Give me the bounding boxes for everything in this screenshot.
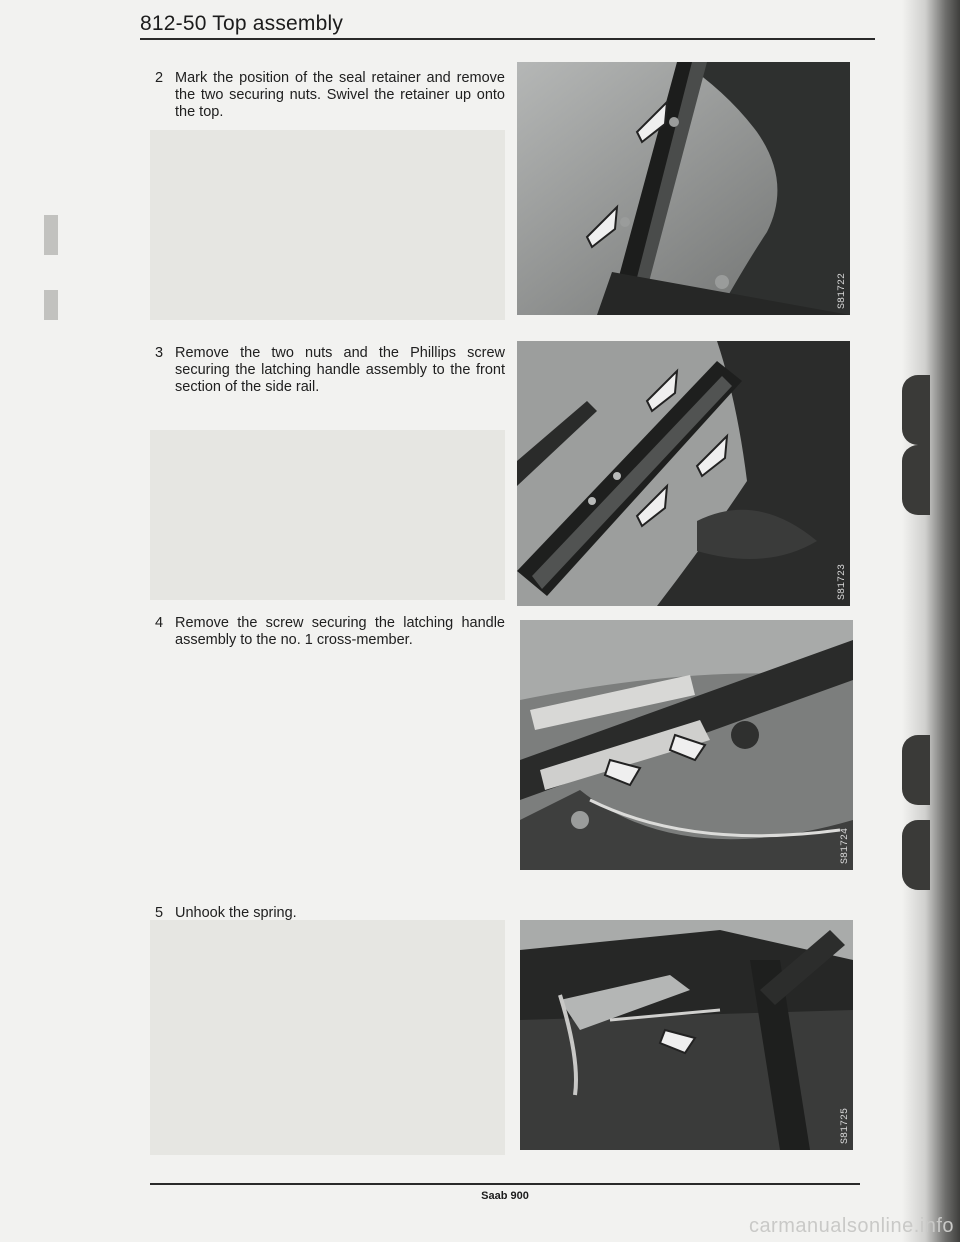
index-tab (902, 375, 930, 445)
page-binding-edge (902, 0, 960, 1242)
step-4 (155, 615, 505, 675)
bleed-through-area (150, 920, 505, 1155)
page-title: 812-50 Top assembly (140, 12, 344, 35)
photo-reference-code: S81722 (837, 272, 848, 309)
step-text: Remove the two nuts and the Phillips screw securing the latching handle assembly to the front section of the side rail. (175, 345, 505, 395)
photo-illustration (520, 920, 853, 1150)
photo-reference-code: S81725 (840, 1107, 851, 1144)
index-tab (902, 735, 930, 805)
footer-divider (150, 1183, 860, 1185)
step-number: 5 (155, 905, 164, 921)
step-text: Remove the screw securing the latching handle assembly to the no. 1 cross-member. (175, 615, 505, 648)
step-number: 4 (155, 615, 164, 631)
photo-seal-retainer (517, 62, 850, 315)
step-5 (155, 905, 505, 925)
bleed-through-area (150, 130, 505, 320)
page-edge-mark (44, 290, 58, 320)
bleed-through-area (150, 430, 505, 600)
photo-cross-member (520, 620, 853, 870)
page-edge-mark (44, 215, 58, 255)
photo-reference-code: S81724 (840, 827, 851, 864)
index-tab (902, 820, 930, 890)
photo-illustration (517, 341, 850, 606)
step-3 (155, 345, 505, 405)
step-text: Mark the position of the seal retainer and remove the two securing nuts. Swivel the retainer up onto the top. (175, 70, 505, 120)
footer-brand: Saab 900 (481, 1190, 529, 1202)
photo-illustration (517, 62, 850, 315)
step-number: 3 (155, 345, 164, 361)
step-number: 2 (155, 70, 164, 86)
photo-illustration (520, 620, 853, 870)
photo-latching-handle-side-rail (517, 341, 850, 606)
watermark: carmanualsonline.info (748, 1215, 954, 1237)
photo-reference-code: S81723 (837, 563, 848, 600)
index-tab (902, 445, 930, 515)
photo-spring (520, 920, 853, 1150)
step-2 (155, 70, 505, 130)
step-text: Unhook the spring. (175, 905, 297, 921)
header-divider (140, 38, 875, 40)
